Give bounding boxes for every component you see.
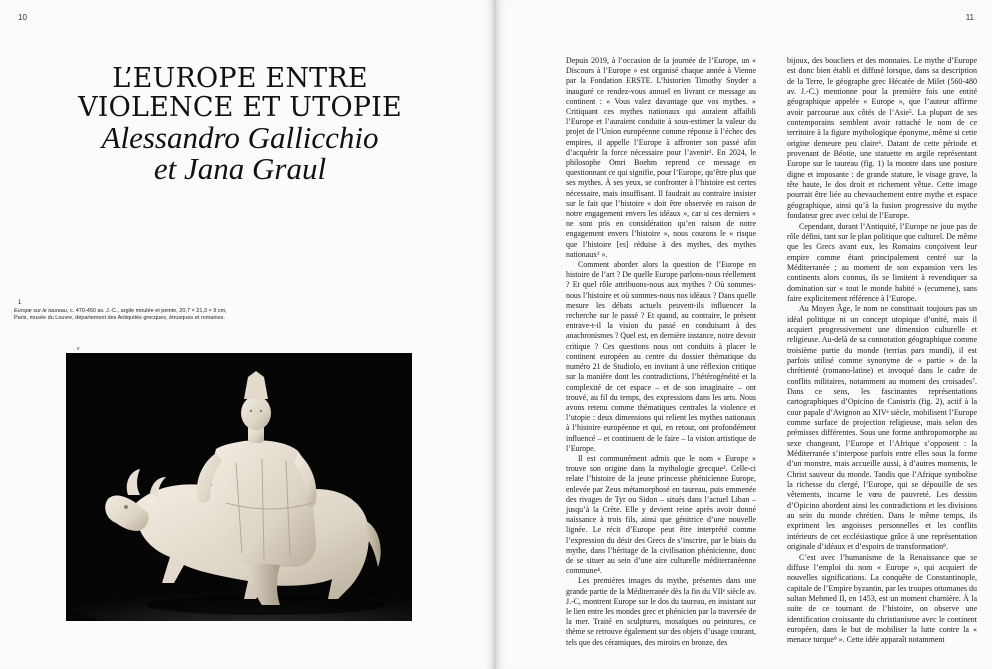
figure-marker: v: [77, 346, 80, 352]
author-line-2: et Jana Graul: [153, 151, 327, 186]
intro-paragraph: Depuis 2019, à l’occasion de la journée de l’Europe, un « Discours à l’Europe » est organisé chaque année à Vienne par la Fondation ERSTE. L’historien Timothy Snyder a inauguré ce rendez-vous annuel en livrant ce message au continent : « Vous valez davantage que vos mythes. » Critiquant ces mythes nationaux qui auraient affaibli l’Europe et l’auraient conduite à sous-estimer la valeur du projet de l’Union européenne comme réponse à l’échec des empires, il appelle l’Europe à affronter son passé afin d’acquérir la force nécessaire pour l’avenir¹. En 2024, le philosophe Omri Boehm reprend ce message en questionnant ce qui signifie, pour l’Europe, qu’être plus que ses mythes. À ses yeux, se confronter à l’histoire est certes nécessaire, mais insuffisant. Il faudrait au contraire insister sur le fait que l’histoire « doit être observée en raison de notre engagement envers les idéaux », car si ces derniers « ne sont pris en considération qu’en raison de notre engagement envers l’histoire », nous courons le « risque que l’histoire [es] réduise à des mythes, des mythes nationaux² ».: [566, 56, 756, 259]
caption-work-title: Europe sur le taureau: [14, 308, 67, 314]
figure-number: 1: [18, 300, 22, 306]
body-paragraph-2: Comment aborder alors la question de l’Europe en histoire de l’art ? De quelle Europe parlons-nous réellement ? Et quel rôle attribuons-nous aux mythes ? Où sommes-nous l’histoire et où sommes-nous nos idéaux ? Dans quelle mesure les débats actuels peuvent-ils influencer la recherche sur le passé ? Et quand, au contraire, le présent entrave-t-il la vision du passé en conduisant à des anachronismes ? Quel est, en dernière instance, notre devoir critique ? Ces questions nous ont conduits à placer le continent européen au centre du dossier thématique du numéro 21 de Studiolo, en invitant à une réflexion critique sur la manière dont les contradictions, l’hétérogénéité et la complexité de cet espace – et de son imaginaire – ont trouvé, au fil du temps, des expressions dans les arts. Nous avons retenu comme thématiques centrales la violence et l’utopie : deux dimensions qui relient les mythes nationaux à l’histoire européenne et qui, en retour, ont profondément influencé – et continuent de le faire – la vision artistique de l’Europe.: [566, 260, 756, 453]
figure-caption: [14, 300, 354, 322]
article-title-line-1: L’EUROPE ENTRE: [112, 63, 368, 94]
article-heading: [60, 64, 420, 184]
caption-details: , c. 470-450 av. J.-C., argile moulée et peinte, 20,7 × 21,3 × 9 cm,: [66, 308, 227, 314]
body-paragraph-5: bijoux, des boucliers et des monnaies. Le mythe d’Europe est donc bien établi et diffusé lorsque, dans sa description de la Terre, le géographe grec Hécatée de Milet (560-480 av. J.-C.) mentionne pour la première fois une entité géographique appelée « Europe », que l’auteur affirme avoir parcourue aux côtés de l’Asie⁵. La plupart de ses contemporains semblent avoir rattaché le nom de ce territoire à la figure mythologique éponyme, même si cette origine demeure peu claire⁶. Datant de cette période et provenant de Béotie, une statuette en argile représentant Europe sur le taureau (fig. 1) la montre dans une posture digne et imposante : de grande stature, le visage grave, la tête haute, le dos droit et richement vêtue. Cette image pourrait être liée au chevauchement entre mythe et espace géographique, ainsi qu’à la fusion progressive du mythe fondateur grec avec celui de l’Europe.: [787, 56, 977, 221]
body-paragraph-6: Cependant, durant l’Antiquité, l’Europe ne joue pas de rôle défini, tant sur le plan politique que culturel. De même que les Grecs avant eux, les Romains conçoivent leur empire comme étant principalement centré sur la Méditerranée ; au moment de son expansion vers les continents alors connus, ils se limitent à revendiquer sa domination sur « tout le monde habité » (ecumene), sans faire explicitement référence à l’Europe.: [787, 221, 977, 303]
body-paragraph-4: Les premières images du mythe, présentes dans une grande partie de la Méditerranée dès la fin du VIIᵉ siècle av. J.-C, montrent Europe sur le dos du taureau, en insistant sur le lien entre les mondes grec et phénicien par la traversée de la mer. Traité en sculptures, mosaïques ou peintures, ce thème se retrouve également sur des objets d’usage courant, tels que des céramiques, des miroirs en bronze, des: [566, 576, 756, 647]
article-title-line-2: VIOLENCE ET UTOPIE: [78, 92, 402, 123]
left-page-number: 10: [18, 13, 27, 22]
body-paragraph-7: Au Moyen Âge, le nom ne constituait toujours pas un idéal politique ni un concept utopique d’unité, mais il acquiert progressivement une dimension culturelle et religieuse. Au-delà de sa connotation géographique comme troisième partie du monde (terrias pars mundi), il est parfois utilisé comme synonyme de « partie » de la chrétienté (romano-latine) et invoqué dans le cadre de conflits militaires, notamment au moment des croisades⁷. Dans ce sens, les fascinantes représentations cartographiques d’Opicino de Canistris (fig. 2), actif à la cour papale d’Avignon au XIVᵉ siècle, mobilisent l’Europe comme surface de projection religieuse, mais selon des prémisses différentes. Sous une forme anthropomorphe au sexe changeant, l’Europe et l’Afrique s’opposent : la Méditerranée s’interpose parfois entre elles sous la forme d’un monstre, mais accueille aussi, à d’autres moments, le Christ sauveur du monde. Tandis que l’Afrique symbolise la richesse du clergé, l’Europe, qui se dépouille de ses vêtements, incarne le vœu de pauvreté. Les dessins d’Opicino abordent ainsi les contradictions et les divisions au sein du monde chrétien. Dans le même temps, ils expriment les angoisses personnelles et les conflits intérieurs de cet ecclésiastique grâce à une représentation originale d’idéaux et d’espoirs de transformation⁸.: [787, 304, 977, 552]
right-page-number: 11: [965, 13, 974, 22]
body-text-columns: [566, 56, 976, 666]
text-column-1: [566, 56, 756, 648]
right-page: [496, 0, 992, 669]
body-paragraph-3: Il est communément admis que le nom « Europe » trouve son origine dans la mythologie grecque³. Celle-ci relate l’histoire de la jeune princesse phénicienne Europe, enlevée par Zeus métamorphosé en taureau, puis emmenée des rivages de Tyr ou Sidon – situés dans l’actuel Liban – jusqu’à la Crète. Elle y devient reine après avoir donné naissance à trois fils, ainsi que génitrice d’une nouvelle lignée. Le récit d’Europe peut être interprété comme l’expression du désir des Grecs de s’inscrire, par le biais du mythe, dans l’héritage de la civilisation phénicienne, donc de se situer au sein d’une aire culturelle méditerranéenne commune⁴.: [566, 453, 756, 576]
figure-europa-on-bull: [66, 353, 412, 621]
terracotta-statuette-image: [66, 353, 412, 621]
text-column-2: [787, 56, 977, 646]
body-paragraph-8: C’est avec l’humanisme de la Renaissance que se diffuse l’emploi du nom « Europe », qui acquiert de nouvelles significations. La conquête de Constantinople, capitale de l’Empire byzantin, par les troupes ottomanes du sultan Mehmed II, en 1453, est un moment charnière. À la suite de ce tournant de l’histoire, on observe une identification croissante du christianisme avec le continent européen, dans le but de mobiliser la lutte contre la « menace turque⁹ ». Cette idée apparaît notamment: [787, 552, 977, 645]
left-page: [0, 0, 494, 669]
author-line-1: Alessandro Gallicchio: [101, 120, 379, 155]
caption-location: Paris, musée du Louvre, département des Antiquités grecques, étrusques et romaines.: [14, 315, 225, 321]
